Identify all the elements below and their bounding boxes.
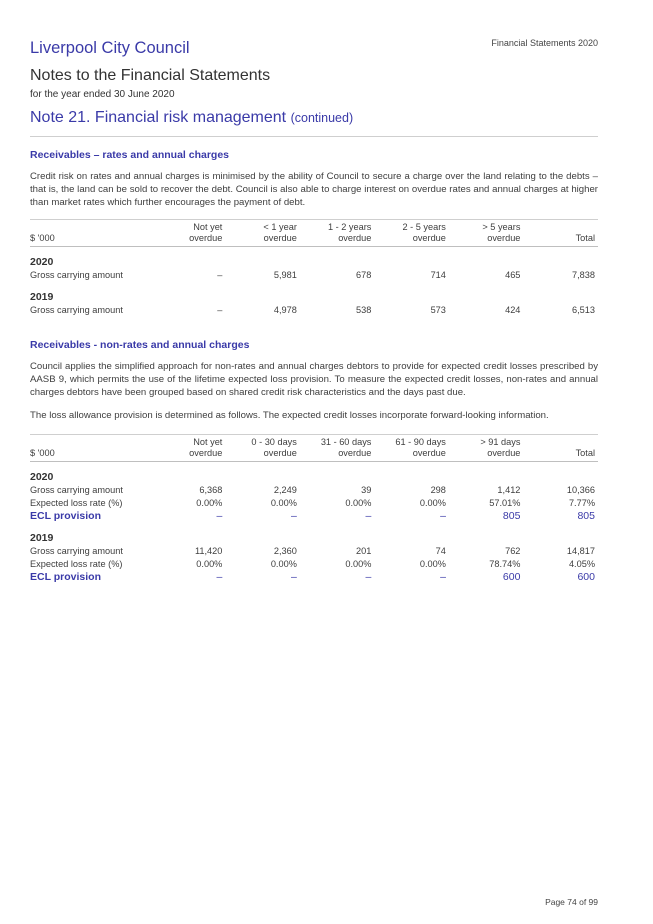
col-header: > 5 years overdue — [449, 222, 524, 247]
table-row — [30, 269, 598, 282]
table-row — [30, 304, 598, 317]
table-top-rule — [30, 219, 598, 220]
year-row — [30, 282, 598, 304]
table-row — [30, 497, 598, 510]
note-title-text: Note 21. Financial risk management — [30, 109, 287, 126]
col-header: < 1 year overdue — [225, 222, 300, 247]
cell: 4,978 — [273, 305, 297, 315]
page-number: Page 74 of 99 — [545, 897, 598, 907]
cell: 2,360 — [273, 546, 297, 556]
year-label: 2019 — [30, 531, 54, 544]
organisation-name: Liverpool City Council — [30, 39, 190, 57]
col-header: 1 - 2 years overdue — [300, 222, 375, 247]
cell: 0.00% — [270, 559, 297, 569]
row-label: Gross carrying amount — [30, 270, 123, 280]
cell: 424 — [505, 305, 521, 315]
note-title — [30, 109, 353, 127]
cell: 78.74% — [489, 559, 521, 569]
cell: 6,368 — [199, 485, 223, 495]
cell: 0.00% — [196, 559, 223, 569]
row-label: Gross carrying amount — [30, 485, 123, 495]
paragraph-rates: Credit risk on rates and annual charges is minimised by the ability of Council to secure a charge over the land relating to the debts – that is, the land can be sold to recover the debt. Council is also able to charge interest on overdue rates and annual charges at higher than market rates which further encourages the payment of debt. — [30, 171, 598, 208]
cell: 0.00% — [345, 498, 372, 508]
cell: 5,981 — [273, 270, 297, 280]
table-header — [30, 437, 598, 462]
cell: – — [217, 305, 223, 315]
ecl-row — [30, 571, 598, 584]
cell: – — [217, 270, 223, 280]
cell: 538 — [356, 305, 372, 315]
table-row — [30, 545, 598, 558]
section-heading-non-rates: Receivables - non-rates and annual charges — [30, 339, 250, 351]
year-label: 2019 — [30, 290, 54, 303]
col-header: Not yet overdue — [151, 222, 226, 247]
ecl-row — [30, 510, 598, 523]
cell: 714 — [430, 270, 446, 280]
row-label: ECL provision — [30, 510, 101, 522]
row-label: ECL provision — [30, 571, 101, 583]
year-row — [30, 462, 598, 485]
cell: – — [440, 571, 446, 583]
year-label: 2020 — [30, 470, 54, 483]
cell: 6,513 — [572, 305, 595, 315]
col-header: 0 - 30 days overdue — [225, 437, 300, 462]
row-label: Gross carrying amount — [30, 305, 123, 315]
row-label: Expected loss rate (%) — [30, 498, 123, 508]
col-header: > 91 days overdue — [449, 437, 524, 462]
cell: 805 — [577, 510, 595, 522]
cell: 0.00% — [419, 498, 446, 508]
cell: 762 — [505, 546, 521, 556]
col-header: $ '000 — [30, 222, 151, 247]
cell: 11,420 — [194, 546, 223, 556]
table-row — [30, 484, 598, 497]
year-row — [30, 523, 598, 545]
cell: 600 — [577, 571, 595, 583]
cell: – — [291, 571, 297, 583]
cell: – — [440, 510, 446, 522]
col-header: $ '000 — [30, 437, 151, 462]
cell: 0.00% — [345, 559, 372, 569]
col-header: 2 - 5 years overdue — [374, 222, 449, 247]
table-header — [30, 222, 598, 247]
row-label: Gross carrying amount — [30, 546, 123, 556]
row-label: Expected loss rate (%) — [30, 559, 123, 569]
col-header: Total — [523, 222, 598, 247]
table-row — [30, 558, 598, 571]
cell: 57.01% — [489, 498, 521, 508]
col-header: Not yet overdue — [151, 437, 226, 462]
cell: – — [365, 510, 372, 522]
cell: 678 — [356, 270, 372, 280]
cell: – — [291, 510, 297, 522]
cell: 14,817 — [566, 546, 595, 556]
cell: 10,366 — [566, 485, 595, 495]
cell: 465 — [505, 270, 521, 280]
cell: 7,838 — [572, 270, 595, 280]
paragraph-non-rates-1: Council applies the simplified approach for non-rates and annual charges debtors to provide for expected credit losses prescribed by AASB 9, which permits the use of the lifetime expected loss provision. To measure the expected credit losses, non-rates and annual charges debtors have been grouped based on shared credit risk characteristics and the days past due. — [30, 361, 598, 398]
col-header: 61 - 90 days overdue — [374, 437, 449, 462]
cell: 573 — [430, 305, 446, 315]
cell: 298 — [430, 485, 446, 495]
col-header: Total — [523, 437, 598, 462]
cell: 805 — [502, 510, 521, 522]
cell: 0.00% — [270, 498, 297, 508]
table-top-rule — [30, 434, 598, 435]
year-row — [30, 247, 598, 270]
rates-ageing-table — [30, 222, 598, 317]
cell: 74 — [435, 546, 446, 556]
cell: 0.00% — [419, 559, 446, 569]
year-label: 2020 — [30, 255, 54, 268]
document-title: Financial Statements 2020 — [491, 38, 598, 48]
section-heading-rates: Receivables – rates and annual charges — [30, 149, 230, 161]
notes-title: Notes to the Financial Statements — [30, 67, 271, 84]
cell: – — [216, 510, 223, 522]
paragraph-non-rates-2: The loss allowance provision is determined as follows. The expected credit losses incorporate forward-looking information. — [30, 410, 549, 421]
cell: 7.77% — [568, 498, 595, 508]
period-label: for the year ended 30 June 2020 — [30, 89, 175, 100]
cell: 1,412 — [497, 485, 521, 495]
cell: 4.05% — [568, 559, 595, 569]
ecl-table — [30, 437, 598, 584]
cell: – — [365, 571, 372, 583]
cell: 39 — [361, 485, 372, 495]
note-continued: (continued) — [290, 111, 354, 125]
cell: 2,249 — [273, 485, 297, 495]
cell: – — [216, 571, 223, 583]
cell: 600 — [502, 571, 521, 583]
cell: 201 — [356, 546, 372, 556]
divider — [30, 136, 598, 137]
cell: 0.00% — [196, 498, 223, 508]
col-header: 31 - 60 days overdue — [300, 437, 375, 462]
